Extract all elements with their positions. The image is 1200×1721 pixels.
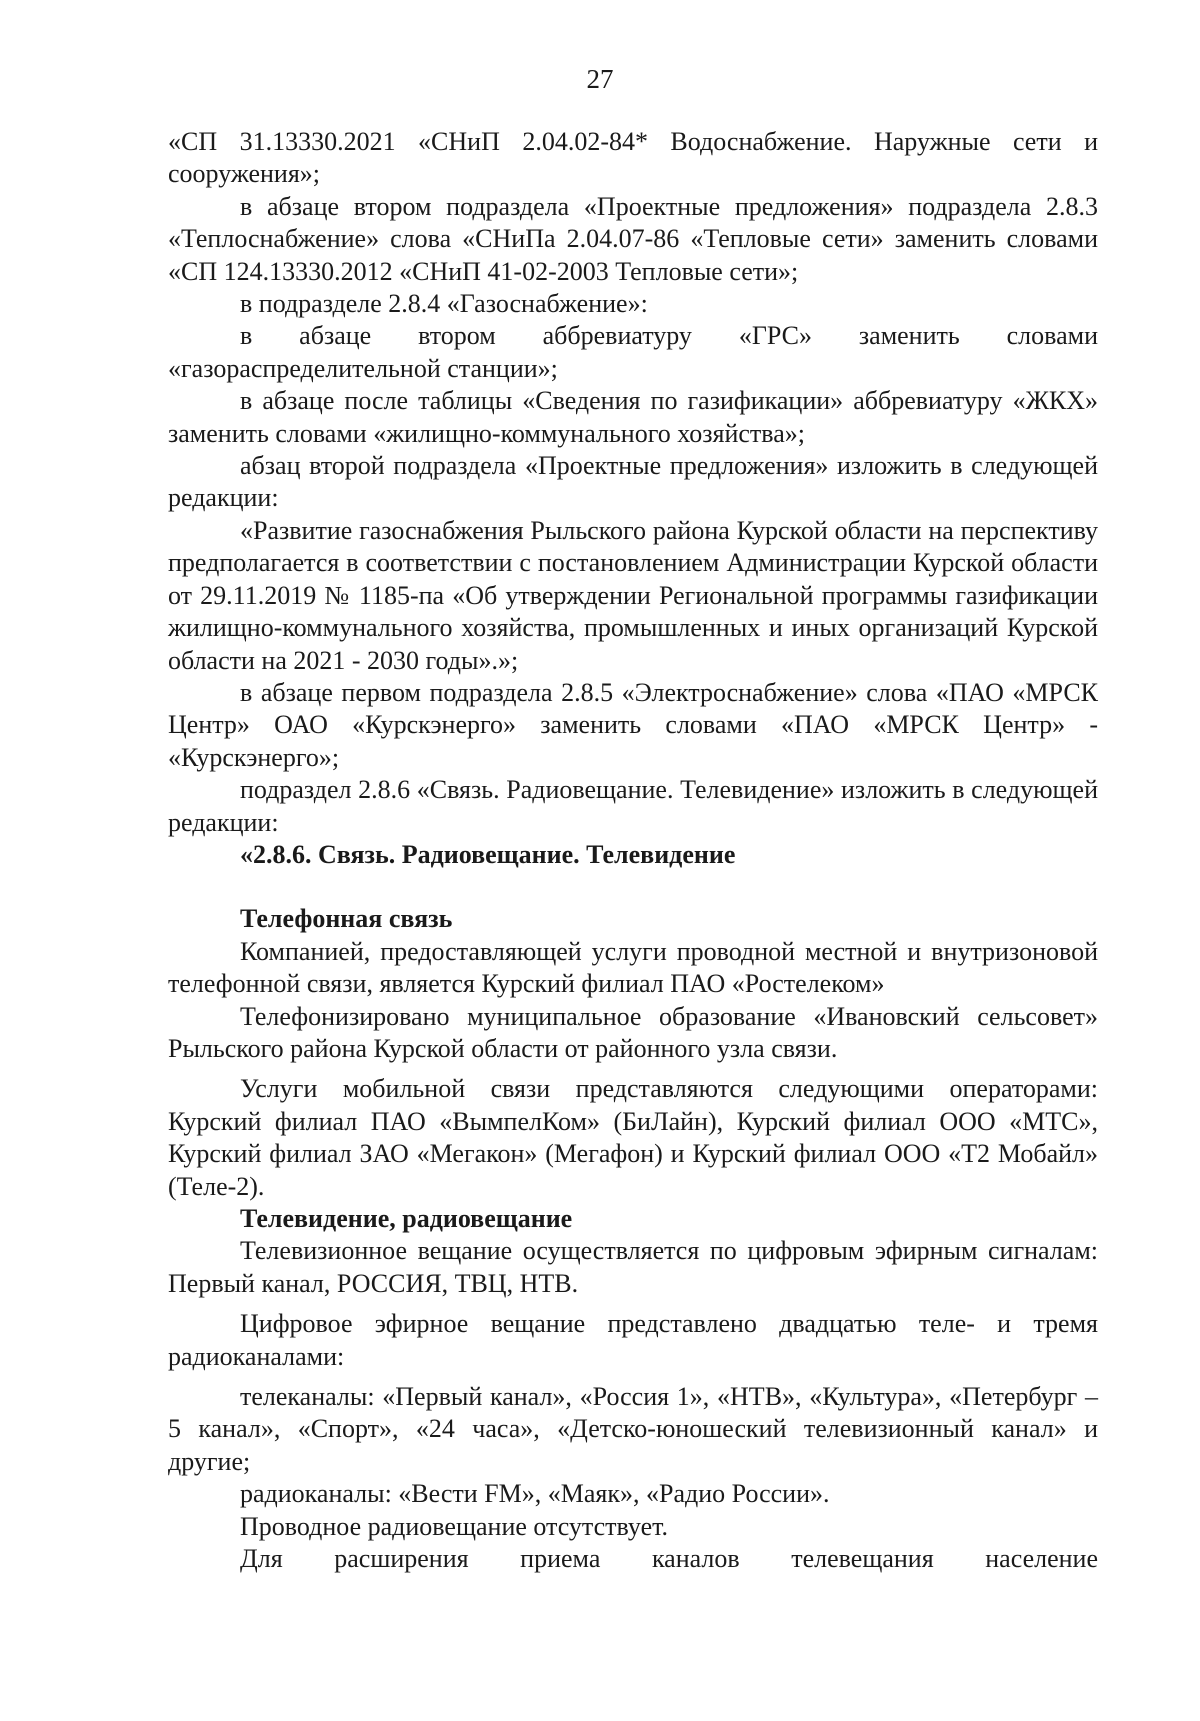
- paragraph-heat-supply: в абзаце втором подраздела «Проектные предложения» подраздела 2.8.3 «Теплоснабжение» слова «СНиПа 2.04.07-86 «Тепловые сети» заменить словами «СП 124.13330.2012 «СНиП 41-02-2003 Тепловые сети»;: [168, 191, 1098, 286]
- subheading-tv-radio: Телевидение, радиовещание: [240, 1204, 573, 1233]
- paragraph-wired-radio: Проводное радиовещание отсутствует.: [240, 1511, 669, 1541]
- paragraph-mobile-operators: Услуги мобильной связи представляются следующими операторами: Курский филиал ПАО «ВымпелКом» (БиЛайн), Курский филиал ООО «МТС», Курский филиал ЗАО «Мегакон» (Мегафон) и Курский филиал ООО «Т2 Мобайл» (Теле-2).: [168, 1074, 1098, 1201]
- paragraph-expansion: Для расширения приема каналов телевещания население: [240, 1544, 1098, 1574]
- subheading-telephone: Телефонная связь: [240, 904, 453, 934]
- paragraph-gas-subsection: в подразделе 2.8.4 «Газоснабжение»:: [240, 289, 648, 319]
- paragraph-digital-broadcast: Цифровое эфирное вещание представлено двадцатью теле- и тремя радиоканалами:: [168, 1309, 1098, 1371]
- paragraph-gas-development: «Развитие газоснабжения Рыльского района Курской области на перспективу предполагается в соответствии с постановлением Администрации Курской области от 29.11.2019 № 1185-па «Об утверждении Региональной программы газификации жилищно-коммунального хозяйства, промышленных и иных организаций Курской области на 2021 - 2030 годы».»;: [168, 515, 1098, 675]
- paragraph-tv-channels: телеканалы: «Первый канал», «Россия 1», «НТВ», «Культура», «Петербург – 5 канал», «Спорт», «24 часа», «Детско-юношеский телевизионный канал» и другие;: [168, 1382, 1098, 1476]
- paragraph-project-proposals: абзац второй подраздела «Проектные предложения» изложить в следующей редакции:: [168, 451, 1098, 513]
- section-heading: «2.8.6. Связь. Радиовещание. Телевидение: [240, 839, 736, 869]
- paragraph-rostelecom: Компанией, предоставляющей услуги проводной местной и внутризоновой телефонной связи, является Курский филиал ПАО «Ростелеком»: [168, 936, 1098, 999]
- spacer: [168, 871, 1098, 903]
- paragraph-radio-channels: радиоканалы: «Вести FM», «Маяк», «Радио России».: [240, 1479, 830, 1509]
- document-body: [168, 126, 1098, 1575]
- paragraph-zhkh: в абзаце после таблицы «Сведения по газификации» аббревиатуру «ЖКХ» заменить словами «жилищно-коммунального хозяйства»;: [168, 386, 1098, 448]
- paragraph-telephonized: Телефонизировано муниципальное образование «Ивановский сельсовет» Рыльского района Курской области от районного узла связи.: [168, 1001, 1098, 1063]
- paragraph-electricity: в абзаце первом подраздела 2.8.5 «Электроснабжение» слова «ПАО «МРСК Центр» ОАО «Курскэнерго» заменить словами «ПАО «МРСК Центр» - «Курскэнерго»;: [168, 677, 1098, 772]
- paragraph-sp-reference: «СП 31.13330.2021 «СНиП 2.04.02-84* Водоснабжение. Наружные сети и сооружения»;: [168, 127, 1098, 189]
- paragraph-grs: в абзаце втором аббревиатуру «ГРС» заменить словами «газораспределительной станции»;: [168, 321, 1098, 383]
- paragraph-communication-subsection: подраздел 2.8.6 «Связь. Радиовещание. Телевидение» изложить в следующей редакции:: [168, 775, 1098, 837]
- paragraph-tv-broadcast: Телевизионное вещание осуществляется по цифровым эфирным сигналам: Первый канал, РОССИЯ, ТВЦ, НТВ.: [168, 1236, 1098, 1298]
- page-number: 27: [586, 64, 614, 94]
